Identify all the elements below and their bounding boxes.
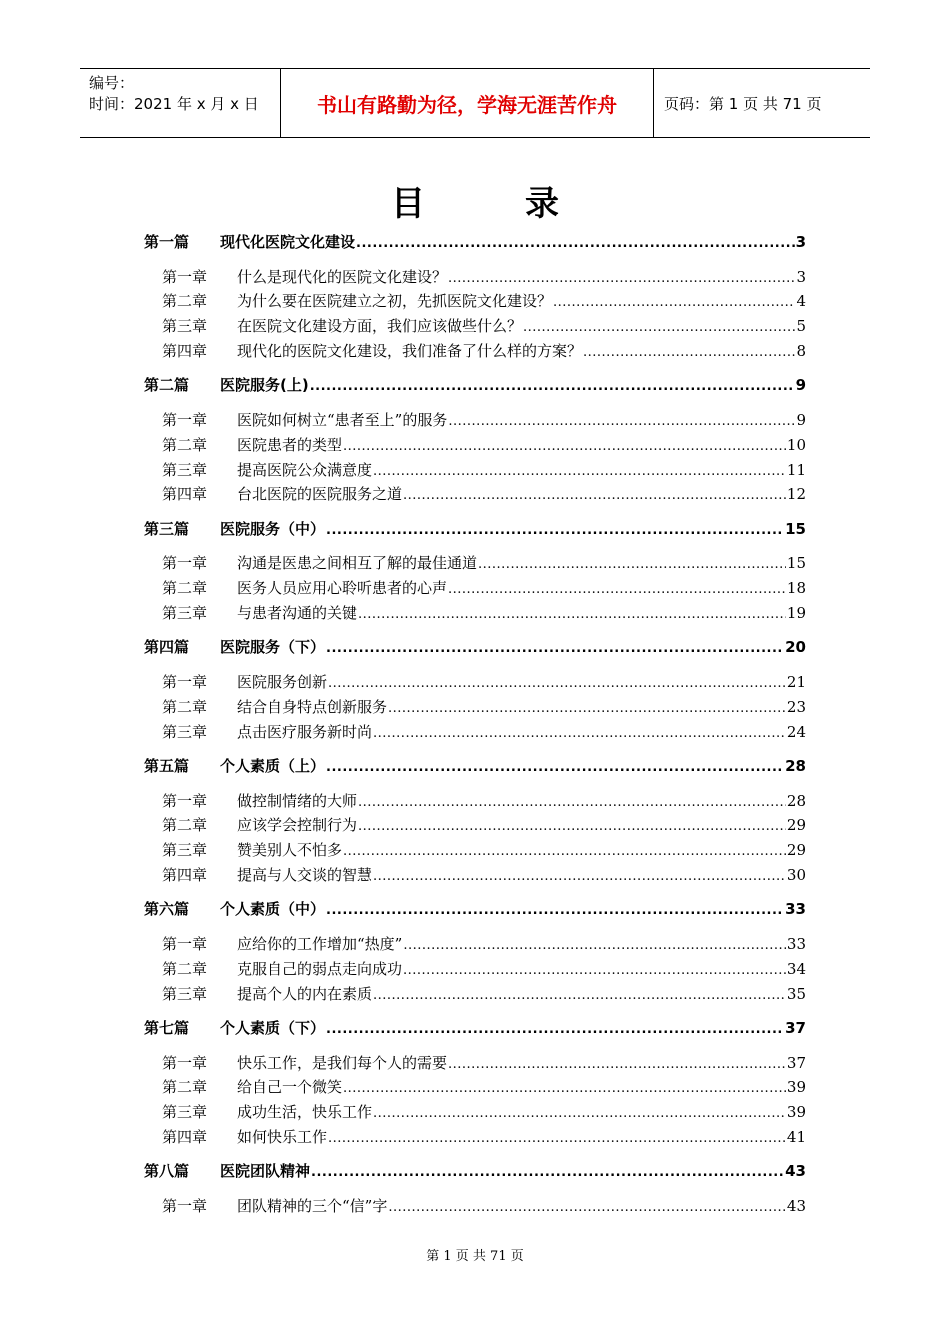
toc-entry-page: 3 bbox=[795, 233, 806, 251]
toc-entry-title: 医院服务(上) bbox=[220, 376, 309, 395]
header-motto: 书山有路勤为径，学海无涯苦作舟 bbox=[281, 69, 654, 137]
toc-entry-page: 19 bbox=[786, 603, 806, 622]
toc-leader-dots bbox=[358, 791, 786, 811]
toc-leader-dots bbox=[403, 934, 786, 954]
toc-leader-dots bbox=[310, 375, 795, 395]
toc-entry-page: 35 bbox=[786, 984, 806, 1003]
toc-leader-dots bbox=[358, 815, 786, 835]
toc-chapter-entry[interactable] bbox=[144, 265, 806, 287]
toc-entry-number: 第三章 bbox=[162, 722, 208, 741]
toc-part-entry[interactable] bbox=[144, 1159, 806, 1181]
toc-entry-number: 第七篇 bbox=[144, 1019, 190, 1037]
toc-entry-page: 9 bbox=[795, 376, 806, 395]
toc-leader-dots bbox=[388, 697, 786, 717]
toc-chapter-entry[interactable] bbox=[144, 982, 806, 1004]
toc-leader-dots bbox=[326, 899, 784, 919]
toc-chapter-entry[interactable] bbox=[144, 720, 806, 742]
toc-chapter-entry[interactable] bbox=[144, 576, 806, 598]
toc-entry-title: 应该学会控制行为 bbox=[237, 816, 358, 835]
toc-entry-page: 8 bbox=[796, 341, 806, 360]
toc-entry-number: 第三章 bbox=[162, 1103, 208, 1122]
toc-entry-title: 提高与人交谈的智慧 bbox=[237, 865, 373, 884]
toc-entry-number: 第一章 bbox=[162, 934, 208, 953]
toc-entry-number: 第二章 bbox=[162, 579, 208, 598]
toc-chapter-entry[interactable] bbox=[144, 551, 806, 573]
toc-entry-page: 15 bbox=[786, 554, 806, 573]
toc-entry-page: 34 bbox=[786, 959, 806, 978]
toc-entry-title: 个人素质（中） bbox=[220, 900, 326, 919]
toc-entry-number: 第三章 bbox=[162, 460, 208, 479]
toc-chapter-entry[interactable] bbox=[144, 458, 806, 480]
toc-chapter-entry[interactable] bbox=[144, 813, 806, 835]
toc-entry-number: 第二章 bbox=[162, 292, 208, 311]
toc-entry-page: 43 bbox=[785, 1162, 806, 1181]
toc-entry-number: 第六篇 bbox=[144, 900, 190, 919]
toc-entry-number: 第一篇 bbox=[144, 233, 190, 251]
toc-entry-page: 3 bbox=[796, 267, 806, 286]
toc-leader-dots bbox=[373, 722, 786, 742]
toc-entry-number: 第四篇 bbox=[144, 638, 190, 657]
toc-entry-title: 医院服务（下） bbox=[220, 638, 326, 657]
toc-entry-page: 21 bbox=[786, 672, 806, 691]
toc-chapter-entry[interactable] bbox=[144, 1051, 806, 1073]
toc-entry-title: 医院服务（中） bbox=[220, 519, 326, 538]
header-time-label: 时间：2021 年 x 月 x 日 bbox=[89, 95, 259, 113]
toc-leader-dots bbox=[326, 1018, 784, 1038]
toc-entry-page: 28 bbox=[786, 791, 806, 810]
page-footer: 第 1 页 共 71 页 bbox=[426, 1249, 524, 1264]
toc-entry-page: 29 bbox=[786, 841, 806, 860]
toc-entry-page: 37 bbox=[786, 1053, 806, 1072]
toc-chapter-entry[interactable] bbox=[144, 695, 806, 717]
toc-entry-number: 第五篇 bbox=[144, 757, 190, 775]
toc-entry-page: 20 bbox=[785, 638, 806, 657]
toc-entry-title: 医院患者的类型 bbox=[237, 435, 343, 454]
toc-chapter-entry[interactable] bbox=[144, 932, 806, 954]
toc-part-entry[interactable] bbox=[144, 517, 806, 539]
toc-entry-number: 第一章 bbox=[162, 1196, 208, 1215]
toc-entry-page: 39 bbox=[786, 1103, 806, 1122]
toc-chapter-entry[interactable] bbox=[144, 1075, 806, 1097]
toc-entry-title: 如何快乐工作 bbox=[237, 1127, 328, 1146]
toc-leader-dots bbox=[343, 840, 786, 860]
toc-leader-dots bbox=[583, 341, 795, 361]
toc-part-entry[interactable] bbox=[144, 1016, 806, 1038]
toc-chapter-entry[interactable] bbox=[144, 1125, 806, 1147]
toc-entry-number: 第一章 bbox=[162, 410, 208, 429]
toc-entry-number: 第一章 bbox=[162, 791, 208, 810]
toc-entry-title: 什么是现代化的医院文化建设？ bbox=[237, 267, 448, 286]
toc-entry-title: 个人素质（上） bbox=[220, 757, 326, 775]
toc-chapter-entry[interactable] bbox=[144, 289, 806, 311]
toc-part-entry[interactable] bbox=[144, 897, 806, 919]
toc-leader-dots bbox=[326, 519, 784, 539]
toc-entry-page: 29 bbox=[786, 816, 806, 835]
toc-chapter-entry[interactable] bbox=[144, 1194, 806, 1216]
toc-leader-dots bbox=[326, 637, 784, 657]
toc-leader-dots bbox=[448, 1053, 786, 1073]
toc-entry-title: 现代化的医院文化建设，我们准备了什么样的方案？ bbox=[237, 341, 583, 360]
toc-entry-title: 提高医院公众满意度 bbox=[237, 460, 373, 479]
toc-leader-dots bbox=[311, 1161, 784, 1181]
toc-entry-page: 4 bbox=[796, 292, 806, 311]
toc-entry-page: 10 bbox=[786, 435, 806, 454]
toc-entry-title: 成功生活，快乐工作 bbox=[237, 1103, 373, 1122]
toc-leader-dots bbox=[478, 553, 786, 573]
toc-entry-number: 第二章 bbox=[162, 816, 208, 835]
toc-entry-number: 第一章 bbox=[162, 672, 208, 691]
toc-entry-page: 30 bbox=[786, 865, 806, 884]
toc-chapter-entry[interactable] bbox=[144, 433, 806, 455]
toc-leader-dots bbox=[358, 603, 786, 623]
toc-entry-page: 12 bbox=[786, 485, 806, 504]
page-header bbox=[80, 68, 870, 138]
toc-chapter-entry[interactable] bbox=[144, 408, 806, 430]
toc-entry-title: 团队精神的三个“信”字 bbox=[237, 1196, 388, 1215]
toc-chapter-entry[interactable] bbox=[144, 670, 806, 692]
toc-leader-dots bbox=[373, 865, 786, 885]
toc-entry-title: 个人素质（下） bbox=[220, 1019, 326, 1037]
toc-entry-title: 点击医疗服务新时尚 bbox=[237, 722, 373, 741]
toc-entry-title: 医院服务创新 bbox=[237, 672, 328, 691]
toc-leader-dots bbox=[343, 435, 786, 455]
toc-chapter-entry[interactable] bbox=[144, 863, 806, 885]
toc-entry-title: 与患者沟通的关键 bbox=[237, 603, 358, 622]
toc-entry-number: 第三章 bbox=[162, 317, 208, 336]
toc-entry-page: 23 bbox=[786, 697, 806, 716]
toc-entry-number: 第四章 bbox=[162, 485, 208, 504]
toc-entry-page: 15 bbox=[785, 519, 806, 538]
toc-entry-page: 28 bbox=[785, 757, 806, 775]
toc-leader-dots bbox=[403, 484, 786, 504]
toc-entry-number: 第三章 bbox=[162, 841, 208, 860]
toc-chapter-entry[interactable] bbox=[144, 957, 806, 979]
header-meta bbox=[80, 69, 281, 137]
toc-entry-number: 第二章 bbox=[162, 1078, 208, 1097]
toc-leader-dots bbox=[326, 756, 784, 776]
toc-entry-page: 5 bbox=[796, 317, 806, 336]
header-page-info: 页码：第 1 页 共 71 页 bbox=[664, 94, 822, 113]
header-number-label: 编号： bbox=[89, 74, 135, 92]
toc-entry-page: 33 bbox=[785, 900, 806, 919]
toc-entry-title: 在医院文化建设方面，我们应该做些什么？ bbox=[237, 317, 523, 336]
toc-entry-number: 第一章 bbox=[162, 554, 208, 573]
toc-entry-title: 给自己一个微笑 bbox=[237, 1078, 343, 1097]
toc-entry-number: 第三章 bbox=[162, 984, 208, 1003]
toc-entry-number: 第三章 bbox=[162, 603, 208, 622]
toc-entry-number: 第三篇 bbox=[144, 519, 190, 538]
toc-chapter-entry[interactable] bbox=[144, 482, 806, 504]
toc-title: 目录 bbox=[391, 184, 659, 224]
toc-chapter-entry[interactable] bbox=[144, 1100, 806, 1122]
toc-entry-page: 11 bbox=[786, 460, 806, 479]
toc-entry-title: 快乐工作，是我们每个人的需要 bbox=[237, 1053, 448, 1072]
toc-leader-dots bbox=[373, 460, 786, 480]
toc-leader-dots bbox=[448, 267, 795, 287]
toc-entry-number: 第一章 bbox=[162, 1053, 208, 1072]
toc-entry-title: 现代化医院文化建设 bbox=[220, 233, 356, 251]
toc-entry-number: 第四章 bbox=[162, 341, 208, 360]
toc-entry-title: 结合自身特点创新服务 bbox=[237, 697, 388, 716]
toc-leader-dots bbox=[343, 1077, 786, 1097]
toc-entry-number: 第二章 bbox=[162, 959, 208, 978]
toc-entry-page: 37 bbox=[785, 1019, 806, 1037]
toc-entry-page: 39 bbox=[786, 1078, 806, 1097]
toc-leader-dots bbox=[448, 410, 795, 430]
toc-entry-number: 第四章 bbox=[162, 865, 208, 884]
toc-entry-page: 24 bbox=[786, 722, 806, 741]
toc-leader-dots bbox=[328, 1127, 786, 1147]
toc-leader-dots bbox=[523, 316, 795, 336]
toc-entry-page: 9 bbox=[796, 410, 806, 429]
toc-entry-title: 赞美别人不怕多 bbox=[237, 841, 343, 860]
toc-leader-dots bbox=[403, 959, 786, 979]
toc-entry-title: 医务人员应用心聆听患者的心声 bbox=[237, 579, 448, 598]
toc-part-entry[interactable] bbox=[144, 635, 806, 657]
toc-chapter-entry[interactable] bbox=[144, 789, 806, 811]
toc-leader-dots bbox=[373, 1102, 786, 1122]
toc-leader-dots bbox=[373, 984, 786, 1004]
toc-entry-title: 做控制情绪的大师 bbox=[237, 791, 358, 810]
toc-entry-number: 第四章 bbox=[162, 1127, 208, 1146]
toc-entry-title: 应给你的工作增加“热度” bbox=[237, 934, 403, 953]
toc-chapter-entry[interactable] bbox=[144, 314, 806, 336]
toc-entry-number: 第八篇 bbox=[144, 1162, 190, 1181]
toc-entry-page: 43 bbox=[786, 1196, 806, 1215]
toc-entry-number: 第二章 bbox=[162, 697, 208, 716]
toc-entry-number: 第一章 bbox=[162, 267, 208, 286]
toc-entry-title: 克服自己的弱点走向成功 bbox=[237, 959, 403, 978]
toc-leader-dots bbox=[328, 672, 786, 692]
toc-entry-title: 沟通是医患之间相互了解的最佳通道 bbox=[237, 554, 478, 573]
toc-entry-title: 台北医院的医院服务之道 bbox=[237, 485, 403, 504]
toc-leader-dots bbox=[388, 1196, 786, 1216]
toc-entry-title: 提高个人的内在素质 bbox=[237, 984, 373, 1003]
toc-leader-dots bbox=[553, 291, 795, 311]
toc-entry-title: 医院如何树立“患者至上”的服务 bbox=[237, 410, 448, 429]
toc-entry-title: 医院团队精神 bbox=[220, 1162, 311, 1181]
toc-entry-number: 第二章 bbox=[162, 435, 208, 454]
toc-chapter-entry[interactable] bbox=[144, 601, 806, 623]
toc-part-entry[interactable] bbox=[144, 230, 806, 252]
toc-part-entry[interactable] bbox=[144, 754, 806, 776]
toc-leader-dots bbox=[356, 232, 795, 252]
toc-entry-page: 33 bbox=[786, 934, 806, 953]
toc-leader-dots bbox=[448, 578, 786, 598]
toc-entry-page: 18 bbox=[786, 579, 806, 598]
toc-entry-number: 第二篇 bbox=[144, 376, 190, 395]
toc-entry-page: 41 bbox=[786, 1127, 806, 1146]
toc-part-entry[interactable] bbox=[144, 373, 806, 395]
toc-chapter-entry[interactable] bbox=[144, 838, 806, 860]
toc-entry-title: 为什么要在医院建立之初，先抓医院文化建设？ bbox=[237, 292, 553, 311]
toc-chapter-entry[interactable] bbox=[144, 339, 806, 361]
